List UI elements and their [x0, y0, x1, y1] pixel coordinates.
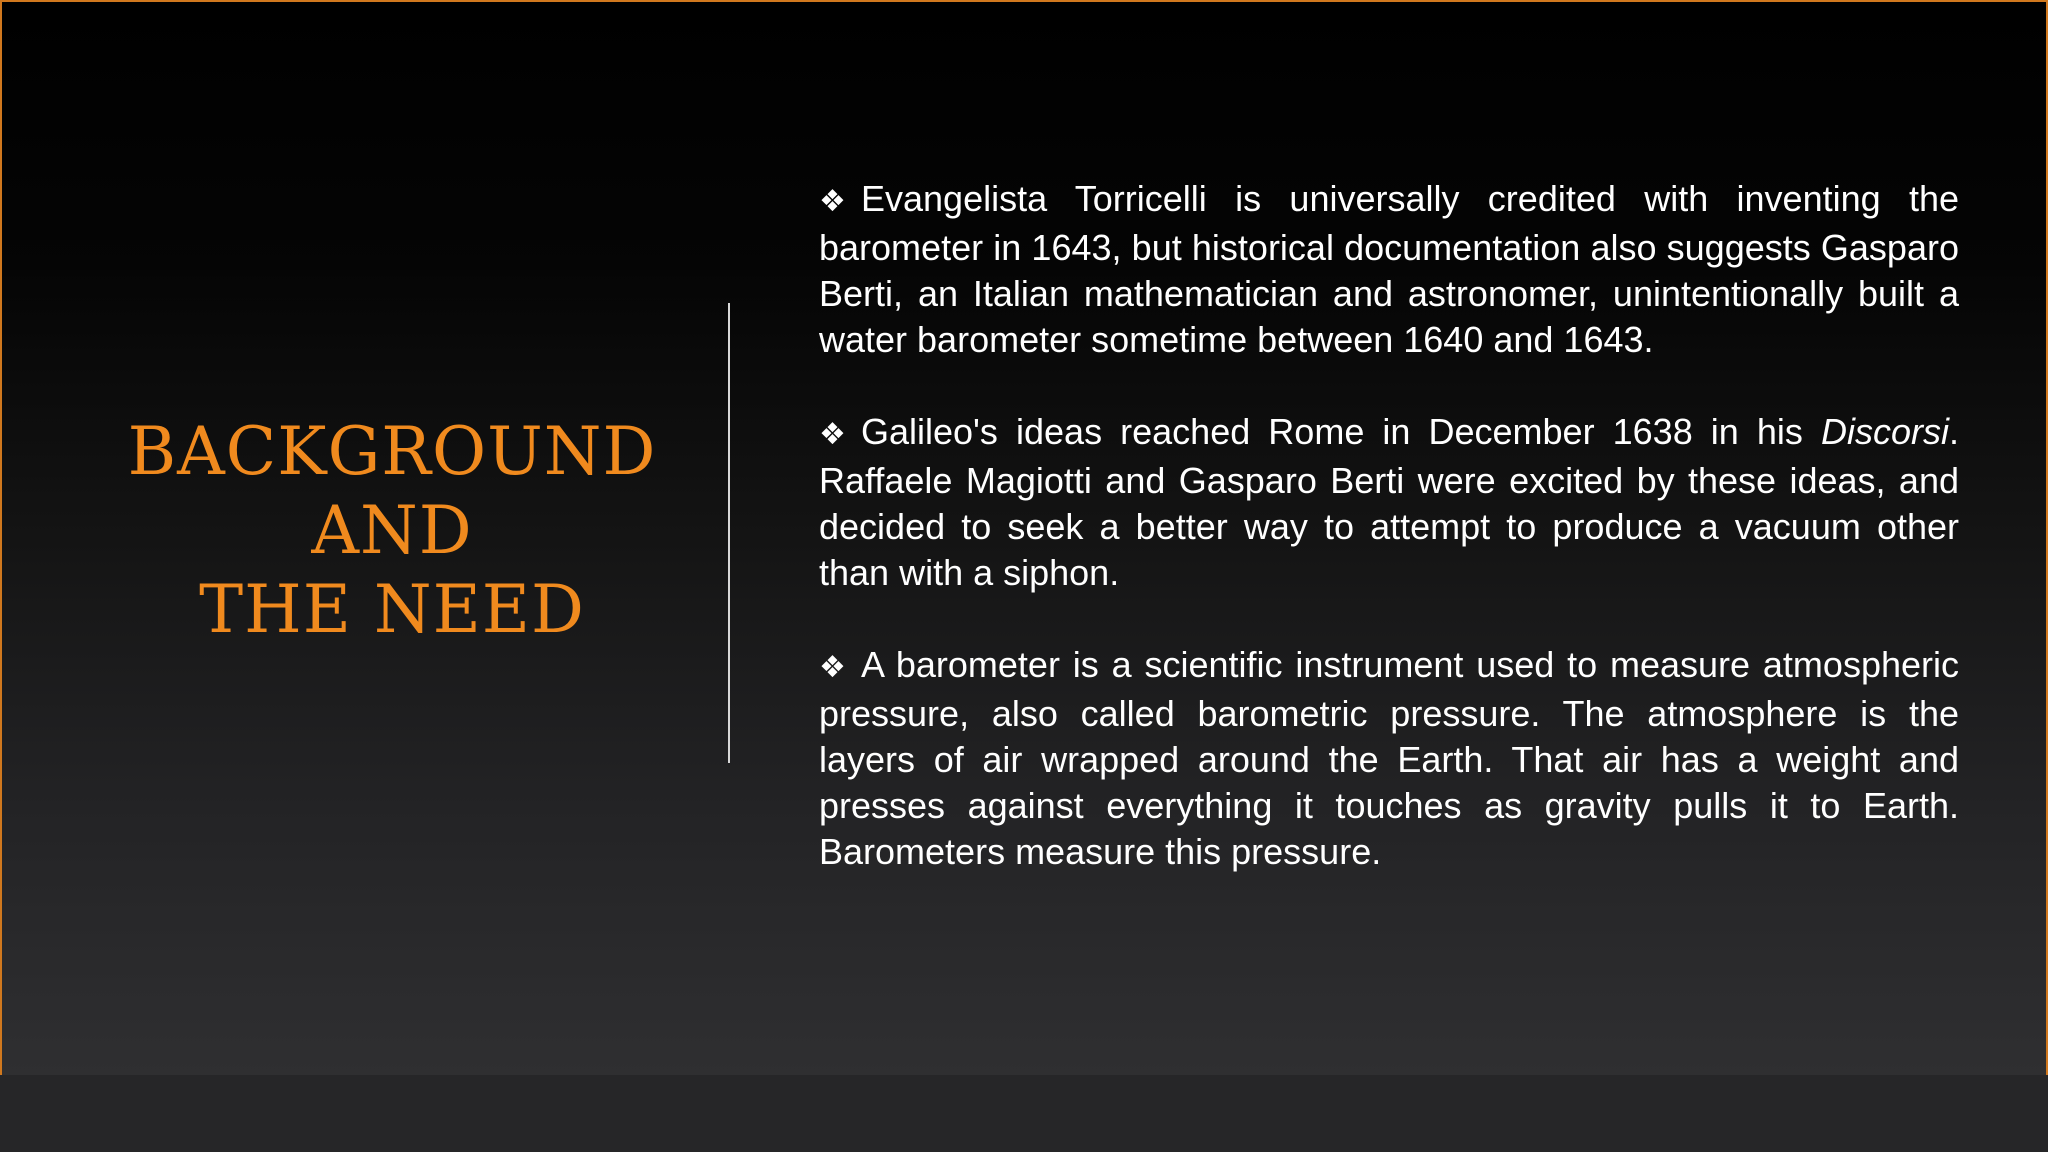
four-diamond-bullet-icon: ❖: [819, 184, 846, 219]
vertical-divider: [728, 303, 730, 763]
paragraph-text: A barometer is a scientific instrument used to measure atmospheric pressure, also called barometric pressure. The atmosphere is the layers of air wrapped around the Earth. That air has a weight and presses against everything it touches as gravity pulls it to Earth. Barometers measure this pressure.: [819, 644, 1959, 872]
bullet-paragraph: [819, 409, 1959, 596]
paragraph-text: Galileo's ideas reached Rome in December 1638 in his: [861, 411, 1821, 452]
title-line: BACKGROUND: [127, 413, 657, 490]
bullet-list: [819, 176, 1959, 921]
title-line: THE NEED: [199, 571, 585, 648]
four-diamond-bullet-icon: ❖: [819, 417, 846, 452]
four-diamond-bullet-icon: ❖: [819, 650, 846, 685]
bullet-paragraph: [819, 176, 1959, 363]
paragraph-text: . Raffaele Magiotti and Gasparo Berti were excited by these ideas, and decided to seek a better way to attempt to produce a vacuum other than with a siphon.: [819, 411, 1959, 593]
slide-title: [92, 412, 692, 649]
paragraph-italic-text: Discorsi: [1820, 411, 1949, 452]
paragraph-text: Evangelista Torricelli is universally credited with inventing the barometer in 1643, but historical documentation also suggests Gasparo Berti, an Italian mathematician and astronomer, unintentionally built a water barometer sometime between 1640 and 1643.: [819, 178, 1959, 360]
bottom-strip: [0, 1075, 2048, 1152]
bullet-paragraph: [819, 642, 1959, 875]
title-line: AND: [311, 492, 473, 569]
